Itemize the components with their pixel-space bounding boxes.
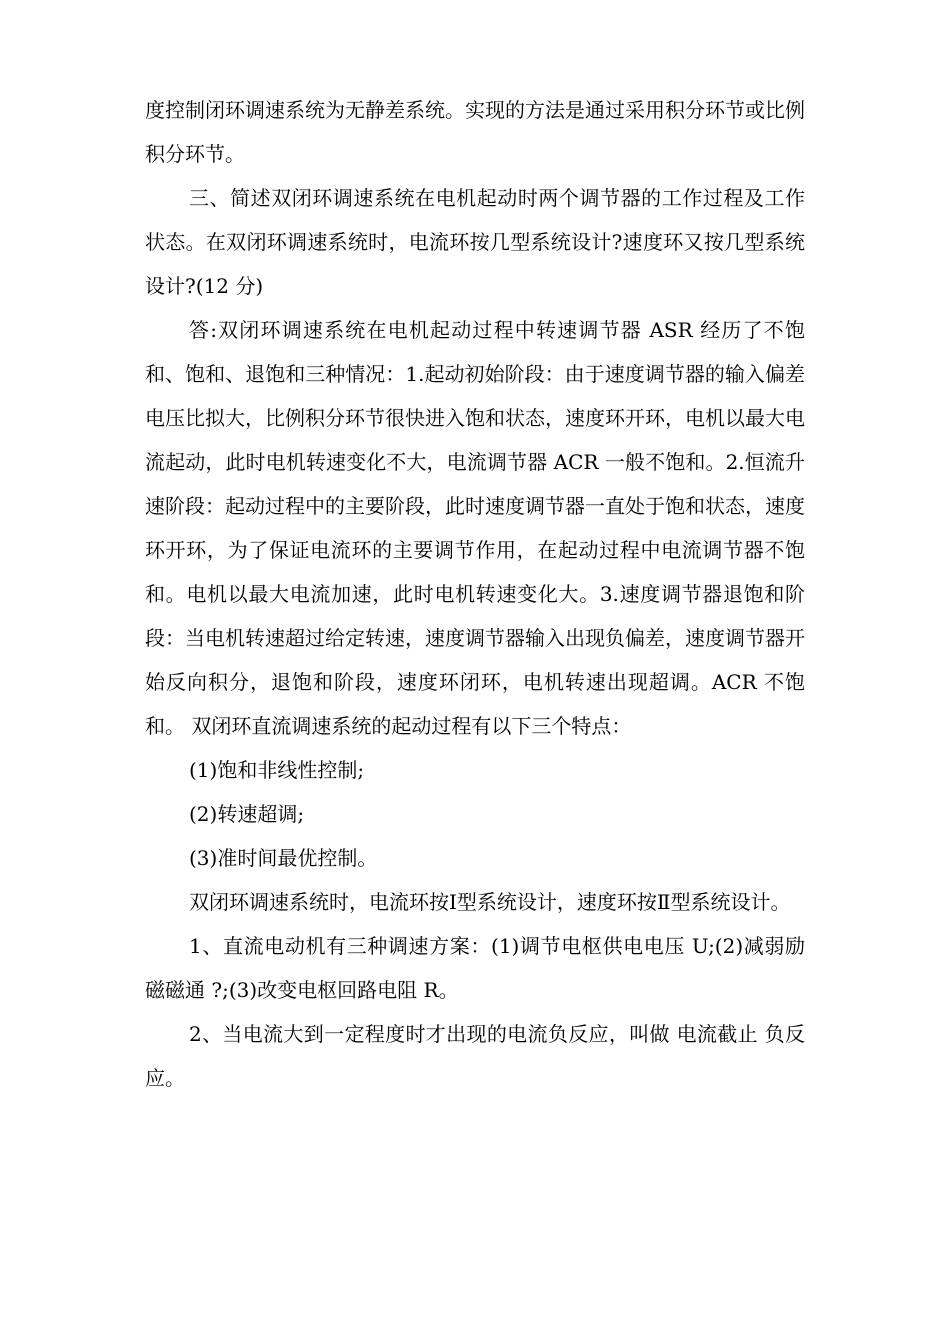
document-body <box>145 88 805 1100</box>
feature-item-3: (3)准时间最优控制。 <box>189 846 378 870</box>
feature-item-2: (2)转速超调; <box>189 802 305 826</box>
question-three: 三、简述双闭环调速系统在电机起动时两个调节器的工作过程及工作状态。在双闭环调速系统时，电流环按几型系统设计?速度环又按几型系统设计?(12 分) <box>145 186 805 298</box>
answer-paragraph: 答:双闭环调速系统在电机起动过程中转速调节器 ASR 经历了不饱和、饱和、退饱和三种情况：1.起动初始阶段：由于速度调节器的输入偏差电压比拟大，比例积分环节很快进入饱和状态，速度环开环，电机以最大电流起动，此时电机转速变化不大，电流调节器 ACR 一般不饱和。2.恒流升速阶段：起动过程中的主要阶段，此时速度调节器一直处于饱和状态，速度环开环，为了保证电流环的主要调节作用，在起动过程中电流调节器不饱和。电机以最大电流加速，此时电机转速变化大。3.速度调节器退饱和阶段：当电机转速超过给定转速，速度调节器输入出现负偏差，速度调节器开始反向积分，退饱和阶段，速度环闭环，电机转速出现超调。ACR 不饱和。 双闭环直流调速系统的起动过程有以下三个特点： <box>145 318 805 738</box>
feature-item-1: (1)饱和非线性控制; <box>189 758 365 782</box>
design-summary: 双闭环调速系统时，电流环按Ⅰ型系统设计，速度环按Ⅱ型系统设计。 <box>189 890 791 914</box>
fill-blank-1: 1、直流电动机有三种调速方案：(1)调节电枢供电电压 U;(2)减弱励磁磁通 ?;(3)改变电枢回路电阻 R。 <box>145 934 805 1002</box>
paragraph-continuation: 度控制闭环调速系统为无静差系统。实现的方法是通过采用积分环节或比例积分环节。 <box>145 98 805 166</box>
fill-blank-2: 2、当电流大到一定程度时才出现的电流负反应，叫做 电流截止 负反应。 <box>145 1022 805 1090</box>
